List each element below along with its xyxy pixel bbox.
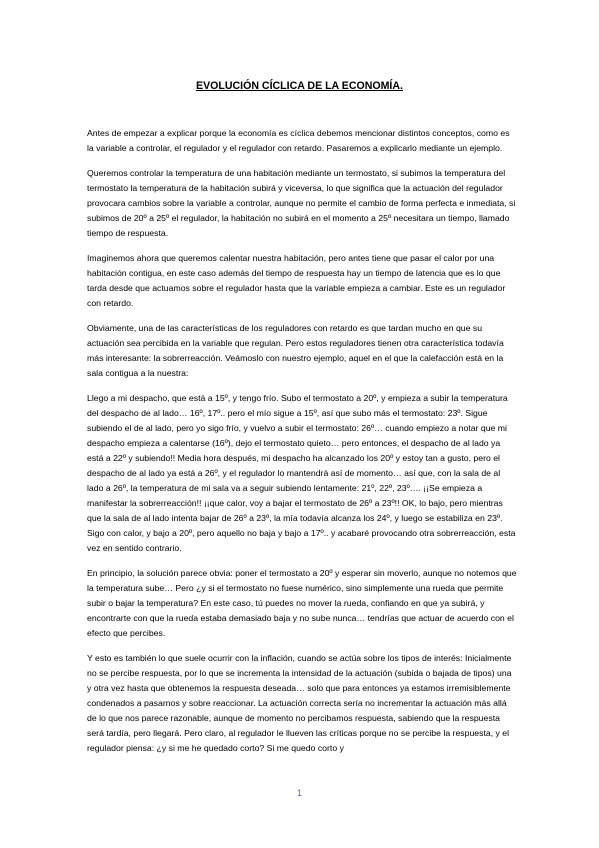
paragraph-intro: Antes de empezar a explicar porque la economía es cíclica debemos mencionar distintos conceptos, como es la variable a controlar, el regulador y el regulador con retardo. Pasaremos a explicarlo mediante un ejemplo. — [87, 128, 510, 153]
paragraph-inflacion: Y esto es también lo que suele ocurrir con la inflación, cuando se actúa sobre los tipos de interés: Inicialmente no se percibe respuesta, por lo que se incrementa la intensidad de la actuación (subida o bajada de tipos) una y otra vez hasta que obtenemos la respuesta deseada… solo que para entonces ya estamos irremisiblemente condenados a pasarnos y sobre reaccionar. La actuación correcta sería no incrementar la actuación más allá de lo que nos parece razonable, aunque de momento no percibamos respuesta, sabiendo que la respuesta será tardía, pero llegará. Pero claro, al regulador le llueven las críticas porque no se percibe la respuesta, y el regulador piensa: ¿y si me he quedado corto? Si me quedo corto y — [87, 653, 512, 753]
paragraph-ejemplo-despacho: Llego a mi despacho, que está a 15º, y tengo frío. Subo el termostato a 20º, y empieza a subir la temperatura del despacho de al lado… 16º, 17º.. pero el mío sigue a 15º, así que subo más el termostato: 23º. Sigue subiendo el de al lado, pero yo sigo frío, y vuelvo a subir el termostato: 26º… cuando empiezo a notar que mi despacho empieza a calentarse (16º), dejo el termostato quieto… pero entonces, el despacho de al lado ya está a 22º y subiendo!! Media hora después, mi despacho ha alcanzado los 20º y estoy tan a gusto, pero el despacho de al lado ya está a 26º, y el regulador lo mantendrá así de momento… así que, con la sala de al lado a 26º, la temperatura de mi sala va a seguir subiendo lentamente: 21º, 22º, 23º…. ¡¡Se empieza a manifestar la sobrerreacción!! ¡¡que calor, voy a bajar el termostato de 26º a 23º!! OK, lo bajo, pero mientras que la sala de al lado intenta bajar de 26º a 23º, la mía todavía alcanza los 24º, y luego se estabiliza en 23º. Sigo con calor, y bajo a 20º, pero aquello no baja y bajo a 17º.. y acabaré provocando otra sobrerreacción, esta vez en sentido contrario. — [87, 393, 516, 553]
page-number: 1 — [296, 788, 302, 798]
document-title: EVOLUCIÓN CÍCLICA DE LA ECONOMÍA. — [196, 80, 403, 92]
paragraph-solucion: En principio, la solución parece obvia: poner el termostato a 20º y esperar sin moverlo, aunque no notemos que la temperatura sube… Pero ¿y si el termostato no fuese numérico, sino simplemente una rueda que permite subir o bajar la temperatura? En este caso, tú puedes no mover la rueda, confiando en que ya subirá, y encontrarte con que la rueda estaba demasiado baja y no sube nunca… tendrías que actuar de acuerdo con el efecto que percibes. — [87, 568, 517, 638]
paragraph-termostato: Queremos controlar la temperatura de una habitación mediante un termostato, si subimos la temperatura del termostato la temperatura de la habitación subirá y viceversa, lo que significa que la actuación del regulador provocara cambios sobre la variable a controlar, aunque no permite el cambio de forma perfecta e inmediata, si subimos de 20º a 25º el regulador, la habitación no subirá en el momento a 25º necesitara un tiempo, llamado tiempo de respuesta. — [87, 168, 516, 238]
paragraph-latencia: Imaginemos ahora que queremos calentar nuestra habitación, pero antes tiene que pasar el calor por una habitación contigua, en este caso además del tiempo de respuesta hay un tiempo de latencia que es lo que tarda desde que actuamos sobre el regulador hasta que la variable empieza a cambiar. Este es un regulador con retardo. — [87, 253, 506, 308]
document-body — [87, 126, 518, 766]
paragraph-sobrerreaccion: Obviamente, una de las características de los reguladores con retardo es que tardan mucho en que su actuación sea percibida en la variable que regulan. Pero estos reguladores tienen otra característica todavía más interesante: la sobrerreacción. Veámoslo con nuestro ejemplo, aquel en el que la calefacción está en la sala contigua a la nuestra: — [87, 323, 504, 378]
